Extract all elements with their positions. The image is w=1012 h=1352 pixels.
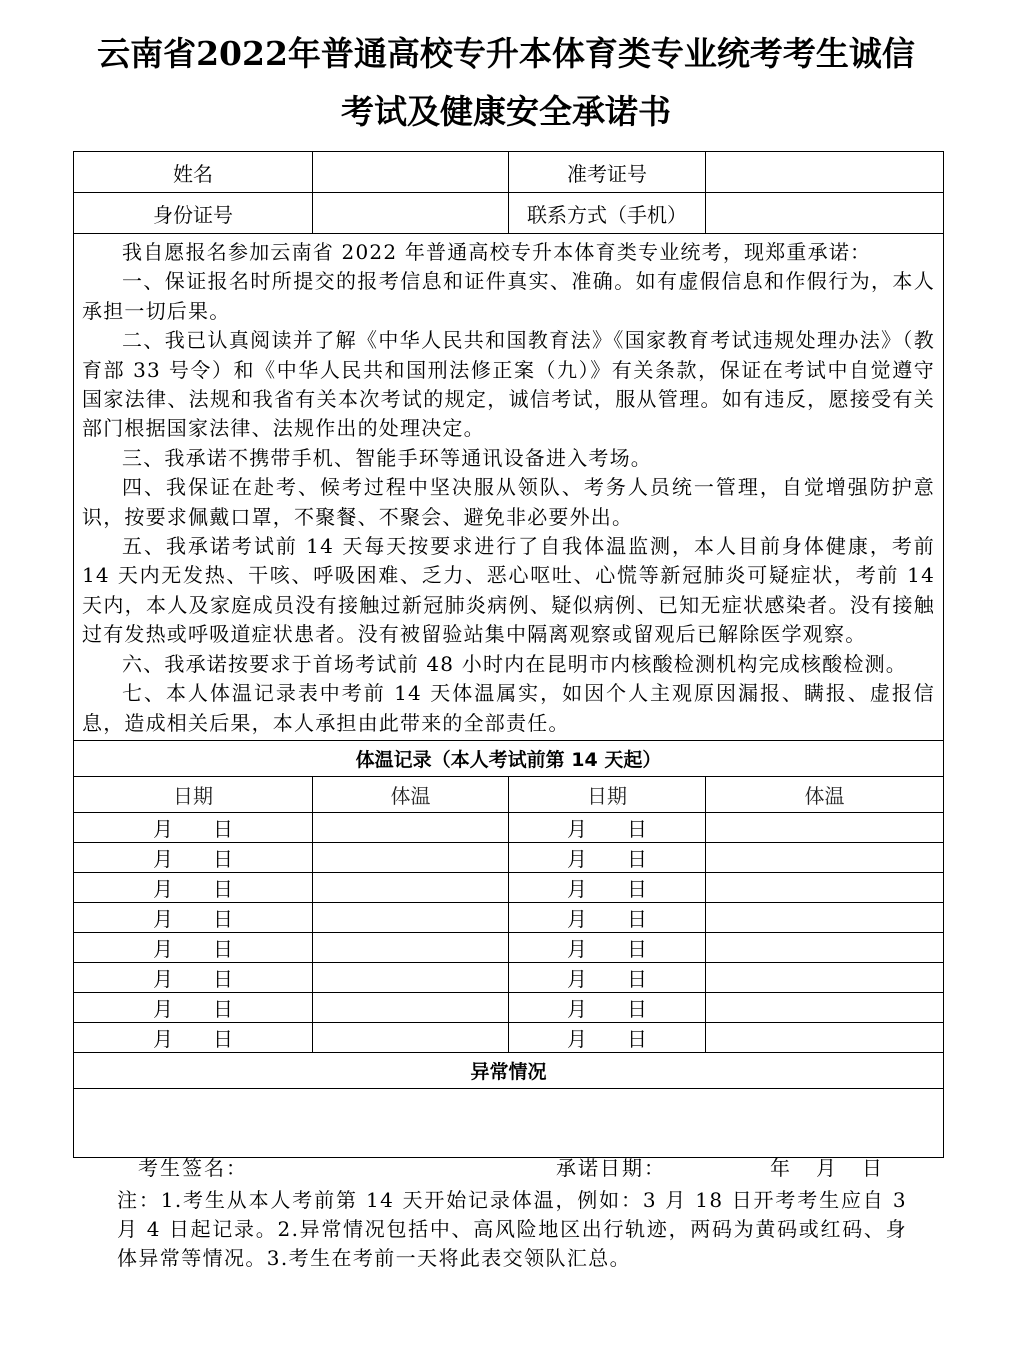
date-cell[interactable]	[509, 872, 706, 902]
day-label: 日	[627, 996, 647, 1021]
temperature-row	[74, 1022, 944, 1052]
month-label: 月	[567, 966, 587, 991]
temperature-field[interactable]	[706, 842, 944, 872]
temperature-row	[74, 872, 944, 902]
temperature-field[interactable]	[706, 872, 944, 902]
phone-label: 联系方式（手机）	[509, 193, 706, 234]
info-row-2	[74, 193, 944, 234]
id-number-field[interactable]	[313, 193, 509, 234]
month-label: 月	[567, 996, 587, 1021]
abnormal-field[interactable]	[74, 1088, 944, 1157]
month-label: 月	[567, 876, 587, 901]
pledge-paragraph-5: 五、我承诺考试前 14 天每天按要求进行了自我体温监测，本人目前身体健康，考前 14 天内无发热、干咳、呼吸困难、乏力、恶心呕吐、心慌等新冠肺炎可疑症状，考前 14 天内，本人及家庭成员没有接触过新冠肺炎病例、疑似病例、已知无症状感染者。没有接触过有发热或呼吸道症状患者。没有被留验站集中隔离观察或留观后已解除医学观察。	[82, 534, 935, 647]
info-row-1	[74, 152, 944, 193]
temperature-field[interactable]	[706, 962, 944, 992]
date-cell[interactable]	[509, 1022, 706, 1052]
name-label: 姓名	[74, 152, 313, 193]
temperature-row	[74, 932, 944, 962]
month-label: 月	[153, 906, 173, 931]
phone-field[interactable]	[706, 193, 944, 234]
year-label: 年	[770, 1156, 790, 1180]
date-cell[interactable]	[74, 932, 313, 962]
date-cell[interactable]	[509, 812, 706, 842]
day-label: 日	[627, 936, 647, 961]
column-header-temp-1: 体温	[313, 776, 509, 812]
temperature-field[interactable]	[313, 932, 509, 962]
temperature-row	[74, 962, 944, 992]
name-field[interactable]	[313, 152, 509, 193]
temperature-field[interactable]	[706, 932, 944, 962]
temperature-field[interactable]	[313, 842, 509, 872]
date-cell[interactable]	[509, 992, 706, 1022]
pledge-form-table	[73, 151, 944, 1158]
date-cell[interactable]	[74, 812, 313, 842]
day-label: 日	[627, 846, 647, 871]
date-cell[interactable]	[509, 932, 706, 962]
temperature-section-row	[74, 740, 944, 776]
day-label: 日	[213, 906, 233, 931]
column-header-date-1: 日期	[74, 776, 313, 812]
document-title-line-1: 云南省2022年普通高校专升本体育类专业统考考生诚信	[97, 34, 915, 73]
day-label: 日	[213, 936, 233, 961]
day-label: 日	[627, 876, 647, 901]
date-cell[interactable]	[74, 1022, 313, 1052]
date-cell[interactable]	[509, 902, 706, 932]
temperature-field[interactable]	[313, 872, 509, 902]
date-cell[interactable]	[74, 962, 313, 992]
month-label: 月	[153, 936, 173, 961]
month-label: 月	[153, 876, 173, 901]
day-label: 日	[213, 1026, 233, 1051]
pledge-paragraph-intro: 我自愿报名参加云南省 2022 年普通高校专升本体育类专业统考，现郑重承诺：	[122, 240, 872, 264]
day-label: 日	[213, 996, 233, 1021]
exam-number-field[interactable]	[706, 152, 944, 193]
temperature-field[interactable]	[706, 992, 944, 1022]
day-label: 日	[213, 816, 233, 841]
signature-label: 考生签名：	[138, 1156, 248, 1180]
temperature-header-row	[74, 776, 944, 812]
column-header-date-2: 日期	[509, 776, 706, 812]
temperature-row	[74, 902, 944, 932]
temperature-field[interactable]	[706, 1022, 944, 1052]
day-label: 日	[627, 816, 647, 841]
month-label: 月	[153, 816, 173, 841]
temperature-row	[74, 812, 944, 842]
abnormal-title-row	[74, 1052, 944, 1088]
day-label: 日	[213, 846, 233, 871]
month-label: 月	[816, 1156, 836, 1180]
notes: 注：1.考生从本人考前第 14 天开始记录体温，例如：3 月 18 日开考考生应自 3 月 4 日起记录。2.异常情况包括中、高风险地区出行轨迹，两码为黄码或红码、身体异常等情况。3.考生在考前一天将此表交领队汇总。	[117, 1188, 907, 1270]
temperature-field[interactable]	[313, 902, 509, 932]
day-label: 日	[627, 1026, 647, 1051]
temperature-field[interactable]	[706, 902, 944, 932]
temperature-field[interactable]	[313, 962, 509, 992]
id-number-label: 身份证号	[74, 193, 313, 234]
date-cell[interactable]	[509, 842, 706, 872]
pledge-paragraph-1: 一、保证报名时所提交的报考信息和证件真实、准确。如有虚假信息和作假行为，本人承担一切后果。	[82, 269, 935, 323]
temperature-field[interactable]	[706, 812, 944, 842]
month-label: 月	[567, 936, 587, 961]
temperature-row	[74, 992, 944, 1022]
pledge-paragraph-7: 七、本人体温记录表中考前 14 天体温属实，如因个人主观原因漏报、瞒报、虚报信息，造成相关后果，本人承担由此带来的全部责任。	[82, 681, 935, 735]
date-cell[interactable]	[509, 962, 706, 992]
date-cell[interactable]	[74, 872, 313, 902]
pledge-row	[74, 234, 944, 741]
pledge-date-fields[interactable]	[770, 1152, 908, 1181]
month-label: 月	[567, 906, 587, 931]
date-cell[interactable]	[74, 902, 313, 932]
abnormal-section-title: 异常情况	[74, 1052, 944, 1088]
exam-number-label: 准考证号	[509, 152, 706, 193]
temperature-field[interactable]	[313, 992, 509, 1022]
abnormal-content-row	[74, 1088, 944, 1157]
day-label: 日	[213, 876, 233, 901]
month-label: 月	[567, 816, 587, 841]
pledge-paragraph-2: 二、我已认真阅读并了解《中华人民共和国教育法》《国家教育考试违规处理办法》（教育部 33 号令）和《中华人民共和国刑法修正案（九）》有关条款，保证在考试中自觉遵守国家法律、法规和我省有关本次考试的规定，诚信考试，服从管理。如有违反，愿接受有关部门根据国家法律、法规作出的处理决定。	[82, 328, 935, 441]
pledge-date-label: 承诺日期：	[556, 1156, 666, 1180]
day-label: 日	[627, 906, 647, 931]
date-cell[interactable]	[74, 842, 313, 872]
temperature-rows	[74, 812, 944, 1052]
month-label: 月	[153, 846, 173, 871]
day-label: 日	[627, 966, 647, 991]
temperature-row	[74, 842, 944, 872]
pledge-paragraph-3: 三、我承诺不携带手机、智能手环等通讯设备进入考场。	[122, 445, 652, 470]
month-label: 月	[153, 996, 173, 1021]
month-label: 月	[567, 1026, 587, 1051]
day-label: 日	[862, 1156, 882, 1180]
day-label: 日	[213, 966, 233, 991]
document-title-line-2: 考试及健康安全承诺书	[341, 92, 671, 131]
pledge-text	[74, 234, 944, 741]
temperature-field[interactable]	[313, 812, 509, 842]
month-label: 月	[153, 1026, 173, 1051]
temperature-field[interactable]	[313, 1022, 509, 1052]
temperature-section-title: 体温记录（本人考试前第 14 天起）	[74, 740, 944, 776]
month-label: 月	[153, 966, 173, 991]
date-cell[interactable]	[74, 992, 313, 1022]
column-header-temp-2: 体温	[706, 776, 944, 812]
pledge-paragraph-4: 四、我保证在赴考、候考过程中坚决服从领队、考务人员统一管理，自觉增强防护意识，按要求佩戴口罩，不聚餐、不聚会、避免非必要外出。	[82, 475, 935, 529]
month-label: 月	[567, 846, 587, 871]
pledge-paragraph-6: 六、我承诺按要求于首场考试前 48 小时内在昆明市内核酸检测机构完成核酸检测。	[122, 651, 907, 676]
